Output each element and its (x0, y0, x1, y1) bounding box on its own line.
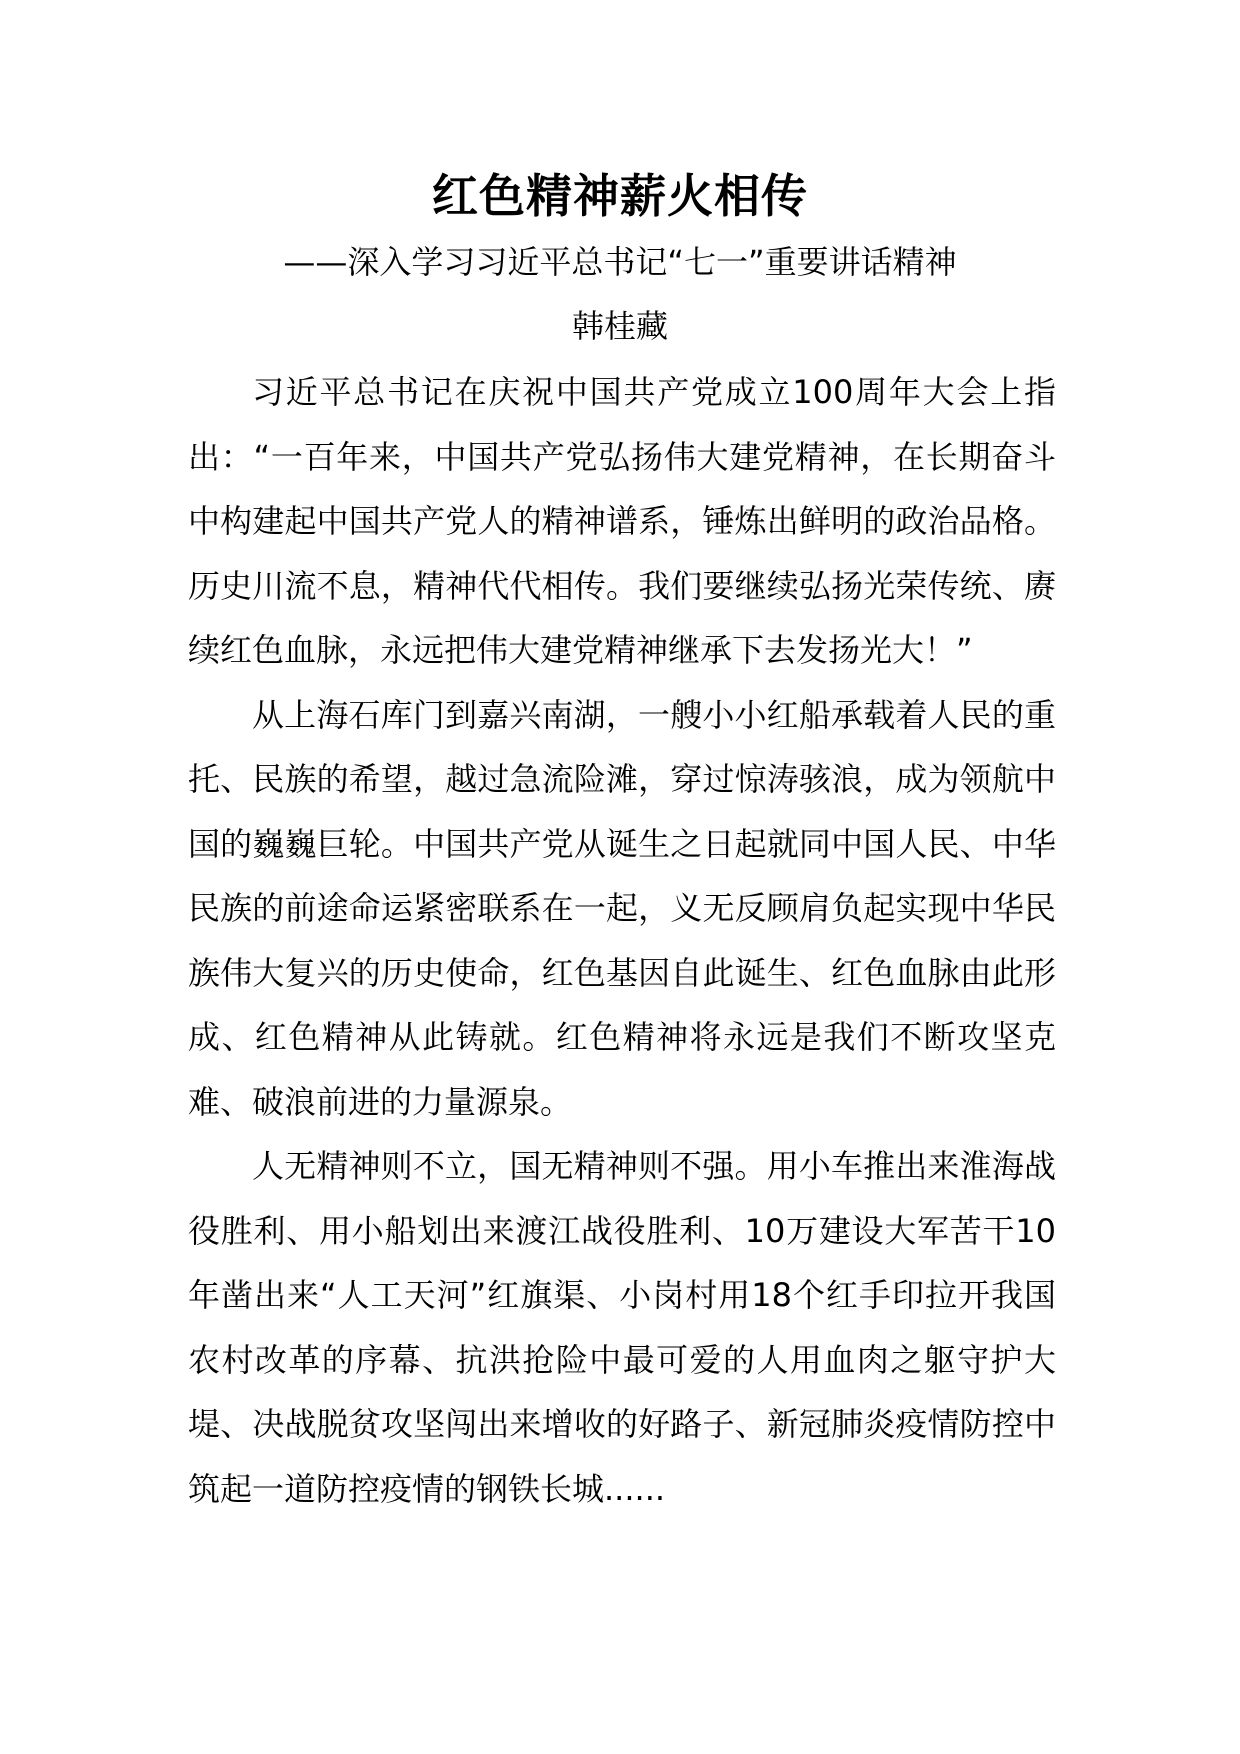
document-body (188, 360, 1056, 1521)
document-title: 红色精神薪火相传 (432, 169, 808, 223)
paragraph: 人无精神则不立，国无精神则不强。用小车推出来淮海战役胜利、用小船划出来渡江战役胜利、10万建设大军苦干10年凿出来“人工天河”红旗渠、小岗村用18个红手印拉开我国农村改革的序幕、抗洪抢险中最可爱的人用血肉之躯守护大堤、决战脱贫攻坚闯出来增收的好路子、新冠肺炎疫情防控中筑起一道防控疫情的钢铁长城...... (188, 1147, 1056, 1508)
paragraph: 从上海石库门到嘉兴南湖，一艘小小红船承载着人民的重托、民族的希望，越过急流险滩，穿过惊涛骇浪，成为领航中国的巍巍巨轮。中国共产党从诞生之日起就同中国人民、中华民族的前途命运紧密联系在一起，义无反顾肩负起实现中华民族伟大复兴的历史使命，红色基因自此诞生、红色血脉由此形成、红色精神从此铸就。红色精神将永远是我们不断攻坚克难、破浪前进的力量源泉。 (188, 695, 1056, 1121)
document-subtitle: ——深入学习习近平总书记“七一”重要讲话精神 (283, 243, 957, 281)
document-author: 韩桂藏 (571, 307, 668, 345)
paragraph: 习近平总书记在庆祝中国共产党成立100周年大会上指出：“一百年来，中国共产党弘扬伟大建党精神，在长期奋斗中构建起中国共产党人的精神谱系，锤炼出鲜明的政治品格。历史川流不息，精神代代相传。我们要继续弘扬光荣传统、赓续红色血脉，永远把伟大建党精神继承下去发扬光大！” (188, 373, 1056, 669)
